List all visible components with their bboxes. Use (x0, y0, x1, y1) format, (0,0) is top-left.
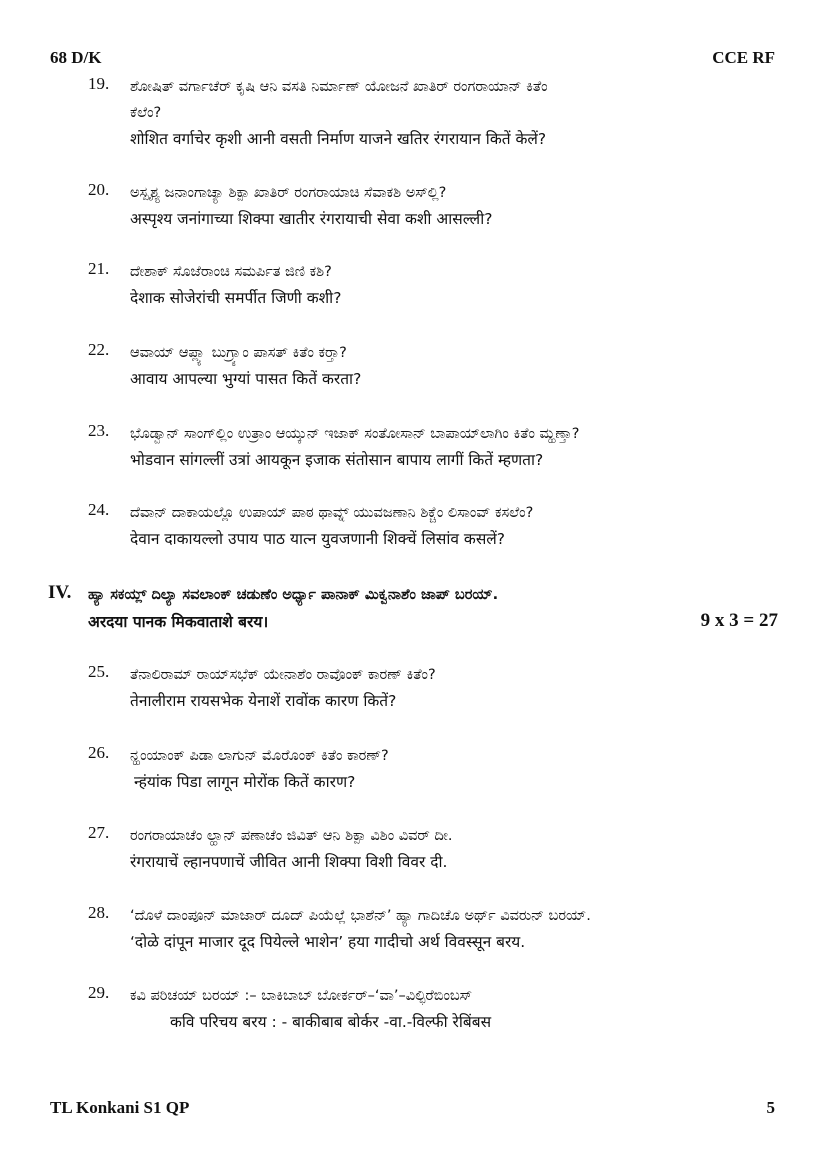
question-28 (88, 903, 778, 956)
question-number: 26. (88, 743, 110, 762)
page-number: 5 (766, 1098, 775, 1117)
question-devanagari: तेनालीराम रायसभेक येनाशें रावोंक कारण कितें? (130, 692, 397, 710)
question-kannada-line: ನ್ಹಂಯಾಂಕ್ ಪಿಡಾ ಲಾಗುನ್ ಮೊರೊಂಕ್ ಕಿತೆಂ ಕಾರಣ್? (130, 748, 389, 764)
question-number: 28. (88, 903, 110, 922)
question-number: 19. (88, 74, 110, 93)
question-29 (88, 983, 778, 1036)
question-number: 25. (88, 662, 110, 681)
question-number: 21. (88, 259, 110, 278)
section-instruction-devanagari: अरदया पानक मिकवाताशे बरय। (88, 613, 269, 631)
question-22 (88, 340, 778, 393)
question-24 (88, 500, 778, 553)
question-kannada-line: ದೇಶಾಕ್ ಸೊಜೆರಾಂಚಿ ಸಮರ್ಪಿತ ಜಿಣಿ ಕಶಿ? (130, 264, 332, 280)
section-number: IV. (48, 582, 72, 603)
question-devanagari: अस्पृश्य जनांगाच्या शिक्पा खातीर रंगरायाची सेवा कशी आसल्ली? (130, 210, 493, 228)
question-devanagari: देशाक सोजेरांची समर्पीत जिणी कशी? (130, 289, 342, 307)
question-kannada-line: ಅಸ್ಪೃಶ್ಯ ಜನಾಂಗಾಚ್ಯಾ ಶಿಕ್ಪಾ ಖಾತಿರ್ ರಂಗರಾಯಾಚಿ ಸೆವಾಕಶಿ ಅಸ್‌ಲ್ಲಿ? (130, 185, 447, 201)
question-number: 27. (88, 823, 110, 842)
question-kannada-line: ಕೆಲೆಂ? (130, 105, 162, 121)
section-iv (48, 582, 778, 636)
question-devanagari: ‘दोळे दांपून माजार दूद पियेल्ले भाशेन’ हया गादीचो अर्थ विवस्सून बरय. (130, 933, 526, 951)
question-kannada-line: ಭೊಡ್ವಾನ್ ಸಾಂಗ್‌ಲ್ಲಿಂ ಉತ್ರಾಂ ಆಯ್ಕುನ್ ಇಜಾಕ್ ಸಂತೋಸಾನ್ ಬಾಪಾಯ್‌ಲಾಗಿಂ ಕಿತೆಂ ಮ್ಹಣ್ತಾ? (130, 426, 580, 442)
question-23 (88, 421, 778, 474)
question-26 (88, 743, 778, 796)
question-devanagari: आवाय आपल्या भुग्यां पासत कितें करता? (130, 370, 362, 388)
question-devanagari: रंगरायाचें ल्हानपणाचें जीवित आनी शिक्पा विशी विवर दी. (130, 853, 448, 871)
question-number: 20. (88, 180, 110, 199)
question-20 (88, 180, 778, 233)
question-devanagari: न्हंयांक पिडा लागून मोरोंक कितें कारण? (134, 773, 356, 791)
header-exam: CCE RF (712, 48, 775, 67)
section-instruction-kannada: ಹ್ಯಾ ಸಕಯ್ಲ್ ದಿಲ್ಯಾ ಸವಲಾಂಕ್ ಚಡುಣೆಂ ಅರ್ಧ್ಯಾ ಪಾನಾಕ್ ಮಿಕ್ವನಾಶೆಂ ಜಾಪ್ ಬರಯ್. (88, 587, 499, 603)
question-kannada-line: ಆವಾಯ್ ಆಪ್ಲ್ಯಾ ಬುಗ್ರ್ಯಾಂ ಪಾಸತ್ ಕಿತೆಂ ಕರ್‍ತಾ? (130, 345, 347, 361)
footer-paper-code: TL Konkani S1 QP (50, 1098, 190, 1117)
question-devanagari: शोशित वर्गाचेर कृशी आनी वसती निर्माण याजने खतिर रंगरायान कितें केलें? (130, 130, 547, 148)
question-kannada-line: ರಂಗರಾಯಾಚೆಂ ಲ್ಹಾನ್ ಪಣಾಚೆಂ ಜಿವಿತ್ ಆನಿ ಶಿಕ್ಪಾ ವಿಶಿಂ ವಿವರ್ ದೀ. (130, 828, 453, 844)
question-kannada-line: ‘ದೊಳೆ ದಾಂಪೂನ್ ಮಾಜಾರ್ ದೂದ್ ಪಿಯೆಲ್ಲೆ ಭಾಶೆನ್’ ಹ್ಯಾ ಗಾದಿಚೊ ಅರ್ಥ್ ವಿವರುನ್ ಬರಯ್. (130, 908, 591, 924)
question-kannada-line: ಕವಿ ಪರಿಚಯ್ ಬರಯ್ :– ಬಾಕಿಬಾಬ್ ಬೋರ್ಕರ್–‘ವಾ’–ವಿಲ್ಫಿರೆಬಿಂಬಸ್ (130, 988, 473, 1004)
section-marks: 9 x 3 = 27 (700, 610, 778, 631)
question-devanagari: देवान दाकायल्लो उपाय पाठ यात्न युवजणानी शिक्चें लिसांव कसलें? (130, 530, 506, 548)
question-devanagari: कवि परिचय बरय : - बाकीबाब बोर्कर -वा.-विल्फी रेबिंबस (170, 1013, 492, 1031)
question-19 (88, 74, 778, 153)
question-devanagari: भोडवान सांगल्लीं उत्रां आयकून इजाक संतोसान बापाय लागीं कितें म्हणता? (130, 451, 544, 469)
question-kannada-line: ದೆವಾನ್ ದಾಕಾಯಲ್ಲೊ ಉಪಾಯ್ ಪಾಠ ಥಾವ್ನ್ ಯುವಜಣಾನಿ ಶಿಕ್ಚೆಂ ಲಿಸಾಂವ್ ಕಸಲೆಂ? (130, 505, 534, 521)
question-21 (88, 259, 778, 312)
question-kannada-line: ತೆನಾಲಿರಾಮ್ ರಾಯ್‌ಸಭೆಕ್ ಯೇನಾಶೆಂ ರಾವೊಂಕ್ ಕಾರಣ್ ಕಿತೆಂ? (130, 667, 436, 683)
question-25 (88, 662, 778, 715)
question-number: 29. (88, 983, 110, 1002)
question-27 (88, 823, 778, 876)
header-code: 68 D/K (50, 48, 102, 67)
question-kannada-line: ಶೋಷಿತ್ ವರ್ಗಾಚೆರ್ ಕೃಷಿ ಆನಿ ವಸತಿ ನಿರ್ಮಾಣ್ ಯೋಜನೆ ಖಾತಿರ್ ರಂಗರಾಯಾನ್ ಕಿತೆಂ (130, 79, 548, 95)
question-number: 23. (88, 421, 110, 440)
question-number: 24. (88, 500, 110, 519)
question-number: 22. (88, 340, 110, 359)
